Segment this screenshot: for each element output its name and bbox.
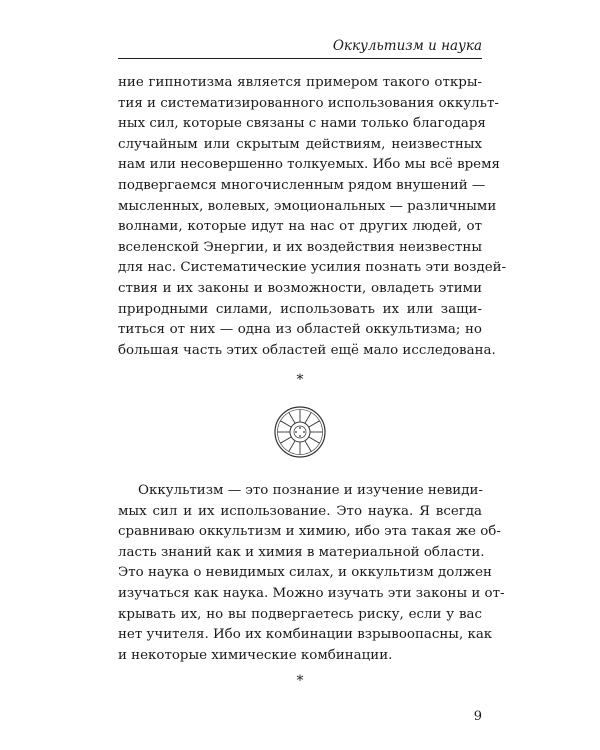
text-line: крывать их, но вы подвергаетесь риску, если у вас: [118, 606, 482, 622]
text-line: мых сил и их использование. Это наука. Я всегда: [118, 503, 482, 519]
text-line: ных сил, которые связаны с нами только благодаря: [118, 116, 486, 132]
text-line: волнами, которые идут на нас от других людей, от: [118, 219, 482, 235]
text-line: изучаться как наука. Можно изучать эти законы и от-: [118, 585, 505, 601]
text-line: для нас. Систематические усилия познать эти воздей-: [118, 260, 507, 276]
text-line: вселенской Энергии, и их воздействия неизвестны: [118, 239, 482, 255]
text-line: большая часть этих областей ещё мало исследована.: [118, 342, 496, 358]
text-line: Оккультизм — это познание и изучение невиди-: [138, 483, 483, 498]
text-line: сравниваю оккультизм и химию, ибо эта такая же об-: [118, 524, 501, 540]
text-line: подвергаемся многочисленным рядом внушений —: [118, 177, 486, 193]
text-line: ласть знаний как и химия в материальной области.: [118, 544, 485, 560]
text-line: титься от них — одна из областей оккультизма; но: [118, 322, 482, 338]
section-separator: *: [296, 673, 304, 689]
text-line: нам или несовершенно толкуемых. Ибо мы всё время: [118, 157, 500, 173]
text-line: мысленных, волевых, эмоциональных — различными: [118, 198, 497, 214]
text-line: тия и систематизированного использования оккульт-: [118, 95, 499, 111]
page-number: 9: [473, 709, 482, 724]
text-line: природными силами, использовать их или защи-: [118, 301, 482, 317]
text-line: Это наука о невидимых силах, и оккультизм должен: [118, 565, 492, 581]
text-line: случайным или скрытым действиям, неизвестных: [118, 136, 482, 152]
text-line: ние гипнотизма является примером такого откры-: [118, 75, 482, 90]
text-line: нет учителя. Ибо их комбинации взрывоопасны, как: [118, 627, 493, 643]
running-header: Оккультизм и наука: [332, 38, 482, 54]
text-line: и некоторые химические комбинации.: [118, 647, 393, 663]
wheel-ornament-icon: [272, 404, 328, 460]
section-separator: *: [296, 372, 304, 388]
text-line: ствия и их законы и возможности, овладеть этими: [118, 280, 482, 296]
header-rule: [118, 58, 482, 59]
paragraph-1: [118, 73, 507, 361]
paragraph-2: [118, 481, 505, 666]
